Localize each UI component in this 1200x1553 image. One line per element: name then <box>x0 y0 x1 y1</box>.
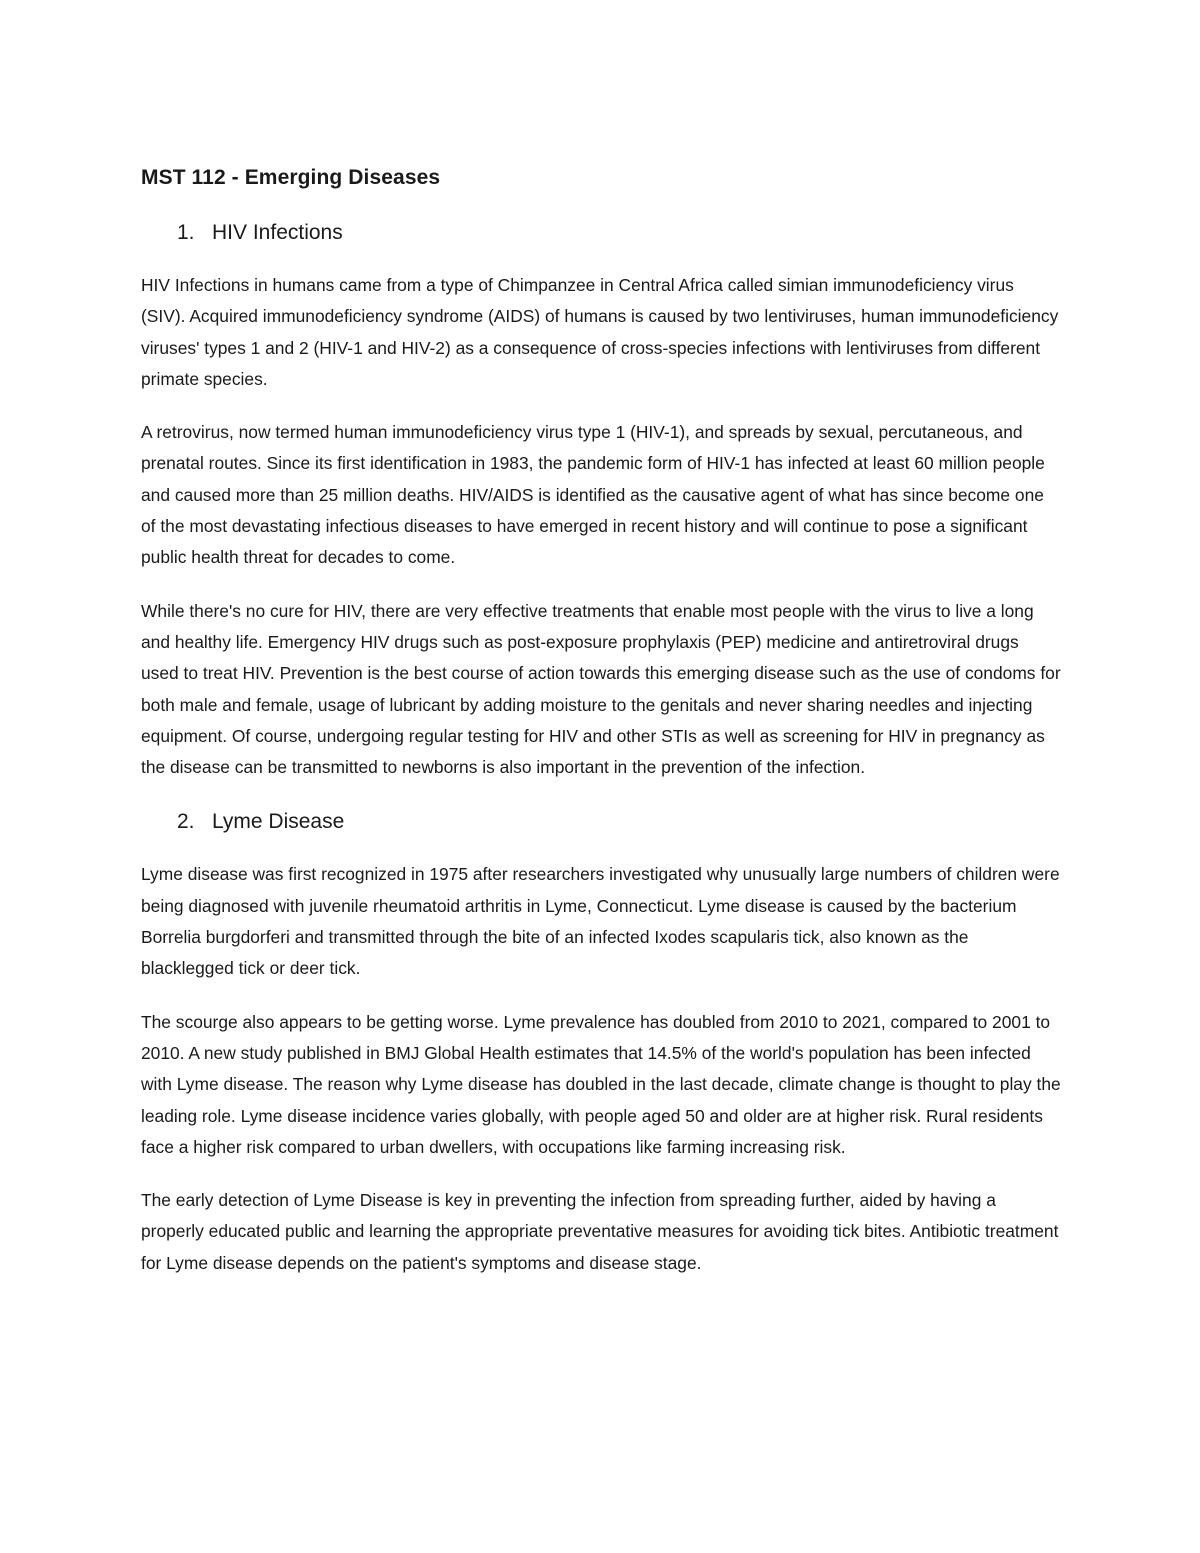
section-title: HIV Infections <box>212 221 343 244</box>
section-heading-lyme <box>141 807 1061 837</box>
paragraph: The early detection of Lyme Disease is key in preventing the infection from spreading further, aided by having a properly educated public and learning the appropriate preventative measures for avoiding tick bites. Antibiotic treatment for Lyme disease depends on the patient's symptoms and disease stage. <box>141 1190 1059 1273</box>
document-title: MST 112 - Emerging Diseases <box>141 166 441 189</box>
paragraph: The scourge also appears to be getting worse. Lyme prevalence has doubled from 2010 to 2021, compared to 2001 to 2010. A new study published in BMJ Global Health estimates that 14.5% of the world's population has been infected with Lyme disease. The reason why Lyme disease has doubled in the last decade, climate change is thought to play the leading role. Lyme disease incidence varies globally, with people aged 50 and older are at higher risk. Rural residents face a higher risk compared to urban dwellers, with occupations like farming increasing risk. <box>141 1011 1061 1157</box>
section-number: 1. <box>177 221 195 244</box>
document-page <box>141 160 1061 1301</box>
section-title: Lyme Disease <box>212 810 345 834</box>
section-number: 2. <box>177 810 195 834</box>
paragraph: Lyme disease was first recognized in 1975 after researchers investigated why unusually large numbers of children were being diagnosed with juvenile rheumatoid arthritis in Lyme, Connecticut. Lyme disease is caused by the bacterium Borrelia burgdorferi and transmitted through the bite of an infected Ixodes scapularis tick, also known as the blacklegged tick or deer tick. <box>141 864 1060 979</box>
paragraph: A retrovirus, now termed human immunodeficiency virus type 1 (HIV-1), and spreads by sexual, percutaneous, and prenatal routes. Since its first identification in 1983, the pandemic form of HIV-1 has infected at least 60 million people and caused more than 25 million deaths. HIV/AIDS is identified as the causative agent of what has since become one of the most devastating infectious diseases to have emerged in recent history and will continue to pose a significant public health threat for decades to come. <box>141 422 1045 568</box>
paragraph: While there's no cure for HIV, there are very effective treatments that enable most people with the virus to live a long and healthy life. Emergency HIV drugs such as post-exposure prophylaxis (PEP) medicine and antiretroviral drugs used to treat HIV. Prevention is the best course of action towards this emerging disease such as the use of condoms for both male and female, usage of lubricant by adding moisture to the genitals and never sharing needles and injecting equipment. Of course, undergoing regular testing for HIV and other STIs as well as screening for HIV in pregnancy as the disease can be transmitted to newborns is also important in the prevention of the infection. <box>141 600 1061 778</box>
paragraph: HIV Infections in humans came from a type of Chimpanzee in Central Africa called simian immunodeficiency virus (SIV). Acquired immunodeficiency syndrome (AIDS) of humans is caused by two lentiviruses, human immunodeficiency viruses' types 1 and 2 (HIV-1 and HIV-2) as a consequence of cross-species infections with lentiviruses from different primate species. <box>141 275 1059 389</box>
section-heading-hiv <box>141 218 1061 248</box>
